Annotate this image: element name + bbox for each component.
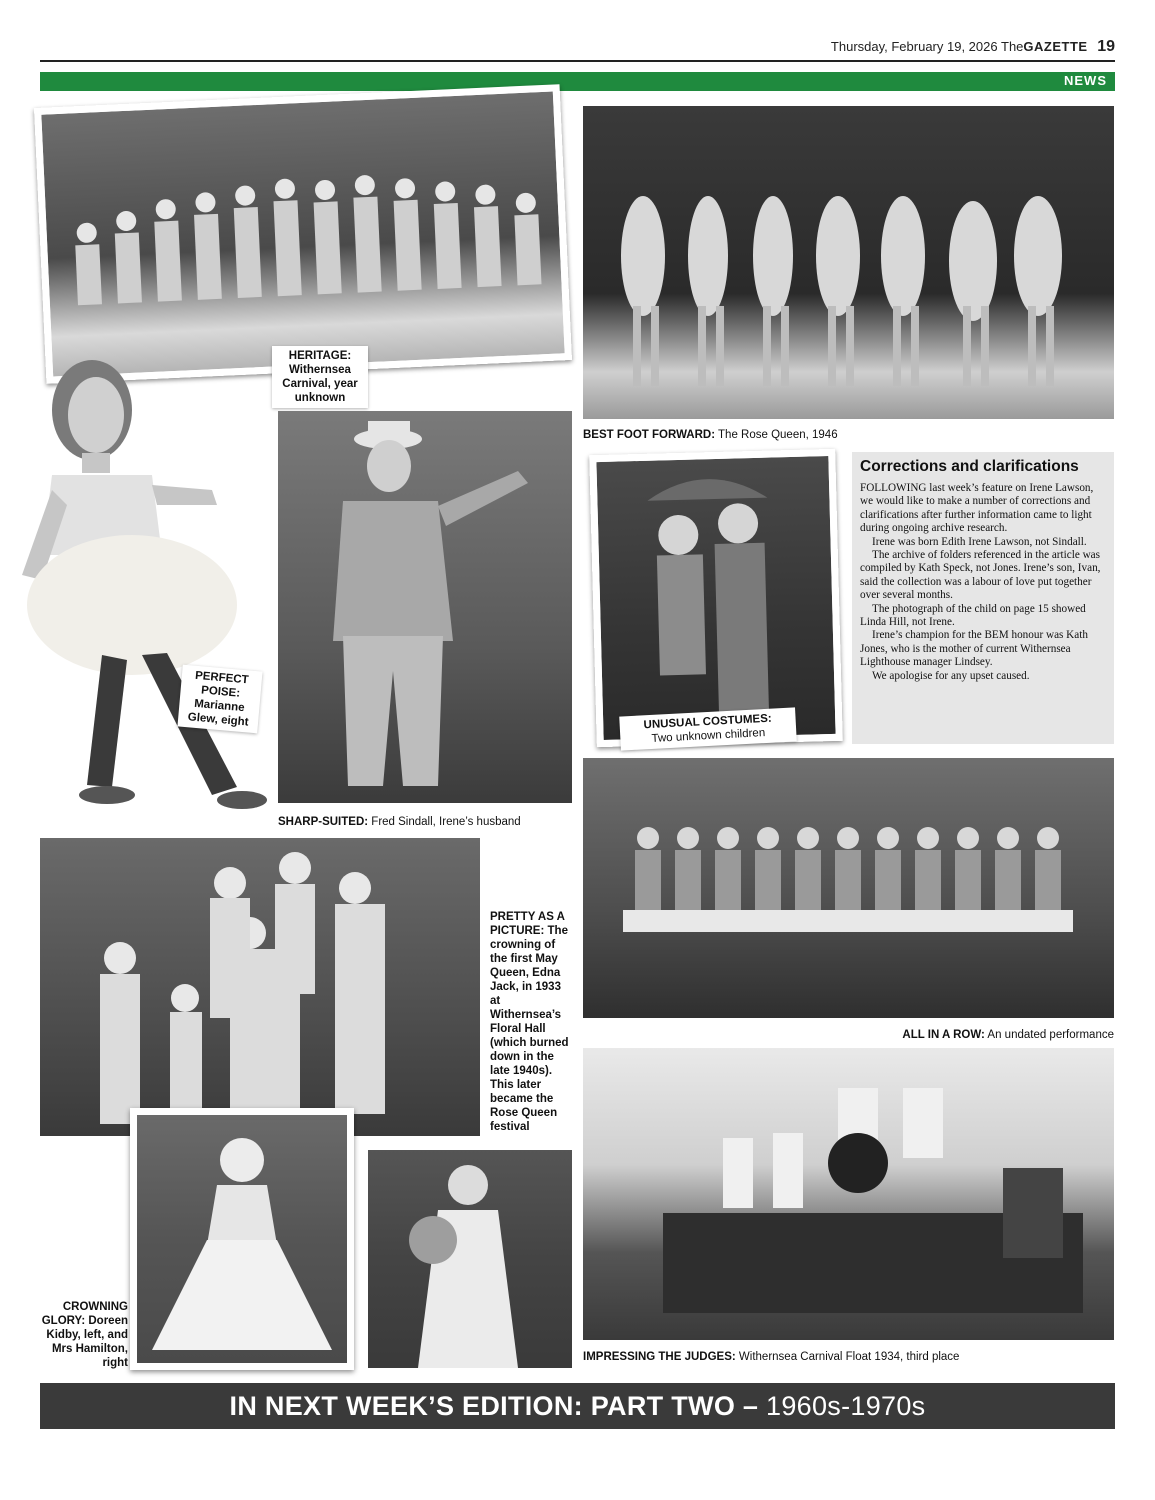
photo-perfect-poise — [12, 355, 272, 845]
banner-years: 1960s-1970s — [766, 1391, 926, 1421]
corrections-paragraph: We apologise for any upset caused. — [872, 669, 1030, 682]
photo-heritage-carnival — [34, 84, 572, 384]
photo-carnival-float-1934 — [583, 1048, 1114, 1340]
next-edition-banner — [40, 1383, 1115, 1429]
corrections-paragraph: The archive of folders referenced in the article was compiled by Kath Speck, not Jones. Irene’s son, Ivan, said the collection was a labour of love put together over several months. — [860, 549, 1101, 602]
paper-prefix: The — [1001, 39, 1024, 54]
unusual-costumes-caption: UNUSUAL COSTUMES: Two unknown children — [619, 707, 797, 750]
corrections-paragraph: The photograph of the child on page 15 showed Linda Hill, not Irene. — [860, 602, 1086, 629]
photo-mrs-hamilton — [368, 1150, 572, 1368]
man-in-suit-illustration — [278, 411, 572, 803]
sharp-suited-caption: SHARP-SUITED: Fred Sindall, Irene’s husband — [278, 816, 521, 828]
impressing-caption: IMPRESSING THE JUDGES: Withernsea Carnival Float 1934, third place — [583, 1351, 960, 1363]
paper-name: GAZETTE — [1023, 39, 1088, 54]
photo-first-may-queen — [40, 838, 480, 1136]
heritage-caption: HERITAGE: Withernsea Carnival, year unknown — [272, 346, 368, 408]
dancers-illustration — [583, 106, 1114, 419]
corrections-title: Corrections and clarifications — [860, 458, 1079, 475]
two-children-illustration — [596, 456, 835, 740]
page-header — [40, 36, 1115, 60]
carnival-group-illustration — [41, 92, 564, 377]
row-of-girls-illustration — [583, 758, 1114, 1018]
may-queen-group-illustration — [40, 838, 480, 1136]
perfect-poise-caption: PERFECT POISE: Marianne Glew, eight — [177, 665, 262, 734]
header-rule — [40, 60, 1115, 62]
crowning-glory-caption: CROWNING GLORY: Doreen Kidby, left, and Mrs Hamilton, right — [41, 1301, 128, 1369]
section-bar — [40, 72, 1115, 91]
banner-main-text: IN NEXT WEEK’S EDITION: PART TWO – — [229, 1391, 767, 1421]
page-number: 19 — [1097, 38, 1115, 55]
girl-in-gown-illustration — [137, 1115, 347, 1363]
photo-fred-sindall — [278, 411, 572, 803]
carnival-float-illustration — [583, 1048, 1114, 1340]
header-text — [831, 38, 1115, 56]
photo-undated-performance — [583, 758, 1114, 1018]
best-foot-caption: BEST FOOT FORWARD: The Rose Queen, 1946 — [583, 429, 838, 441]
section-label: NEWS — [1064, 73, 1107, 88]
issue-date: Thursday, February 19, 2026 — [830, 39, 998, 54]
photo-unusual-costumes — [589, 449, 843, 747]
pretty-picture-caption: PRETTY AS A PICTURE: The crowning of the first May Queen, Edna Jack, in 1933 at Withernsea’s Floral Hall (which burned down in the late 1940s). This later became the Rose Queen festival — [490, 911, 569, 1133]
corrections-paragraph: Irene’s champion for the BEM honour was Kath Jones, who is the mother of current Withernsea Lighthouse manager Lindsey. — [860, 629, 1088, 669]
ballet-child-illustration — [12, 355, 272, 845]
corrections-paragraph: FOLLOWING last week’s feature on Irene Lawson, we would like to make a number of corrections and clarifications after further information came to light during ongoing archive research. — [860, 482, 1094, 535]
corrections-paragraph: Irene was born Edith Irene Lawson, not Sindall. — [872, 535, 1087, 548]
photo-doreen-kidby — [130, 1108, 354, 1370]
all-in-a-row-caption: ALL IN A ROW: An undated performance — [902, 1029, 1114, 1041]
corrections-body — [860, 482, 1106, 683]
corrections-box — [852, 452, 1114, 744]
photo-rose-queen-1946 — [583, 106, 1114, 419]
bride-with-bouquet-illustration — [368, 1150, 572, 1368]
